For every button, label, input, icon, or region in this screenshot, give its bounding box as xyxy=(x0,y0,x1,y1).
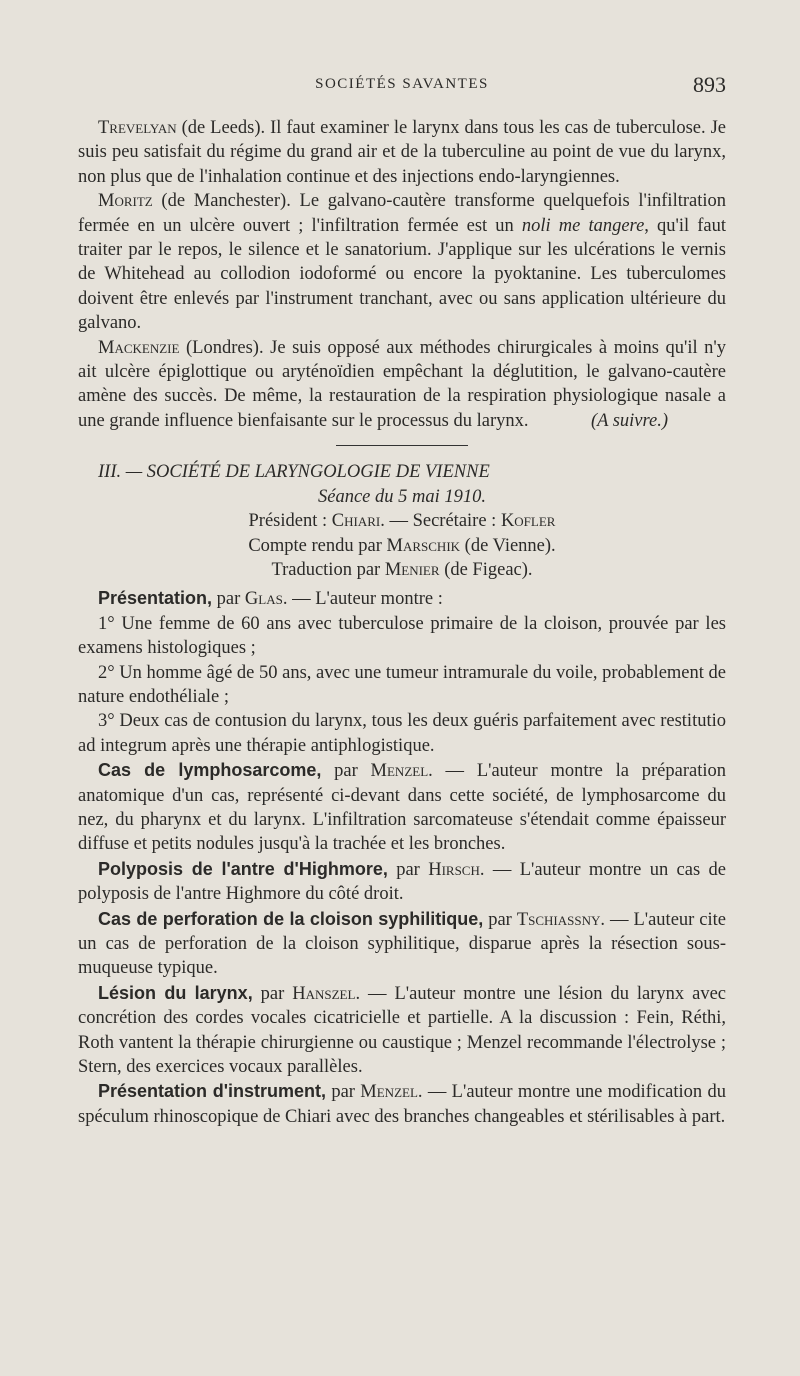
paragraph-trevelyan xyxy=(78,116,726,189)
a-suivre: (A suivre.) xyxy=(590,410,668,431)
entry-perforation xyxy=(78,907,726,981)
entry-by: par xyxy=(326,1082,361,1103)
running-title: SOCIÉTÉS SAVANTES xyxy=(315,76,489,92)
entry-author: Glas xyxy=(244,589,283,610)
compte-label: Compte rendu par xyxy=(248,535,387,556)
officers-line xyxy=(78,509,726,533)
entry-by: par xyxy=(252,983,293,1004)
president-name: Chiari xyxy=(331,511,381,532)
italic-phrase: noli me tangere xyxy=(521,215,645,236)
page-body xyxy=(78,116,726,1129)
entry-by: par xyxy=(387,859,429,880)
entry-lesion-larynx xyxy=(78,981,726,1080)
paragraph-text: (Londres). Je suis opposé aux méthodes chirurgicales à moins qu'il n'y ait ulcère épiglottique ou aryténoïdien empêchant la déglutition, le galvano-cautère amène des succès. De même, la restauration de la respiration physiologique nasale a une grande influence bienfaisante sur le processus du larynx. xyxy=(78,337,726,431)
author-name: Trevelyan xyxy=(98,118,177,138)
traduction-name: Menier xyxy=(384,559,440,580)
list-item: 1° Une femme de 60 ans avec tuberculose primaire de la cloison, prouvée par les examens histologiques ; xyxy=(78,613,726,659)
entry-lymphosarcome xyxy=(78,758,726,857)
compte-name: Marschik xyxy=(386,535,461,556)
entry-presentation-instrument xyxy=(78,1079,726,1129)
entry-heading: Polyposis de l'antre d'Highmore, xyxy=(98,858,388,879)
entry-text: . — L'auteur montre : xyxy=(282,589,443,610)
entry-heading: Présentation, xyxy=(98,588,213,609)
entry-heading: Présentation d'instrument, xyxy=(98,1081,327,1102)
entry-by: par xyxy=(483,909,517,930)
entry-heading: Lésion du larynx, xyxy=(98,982,253,1003)
section-divider xyxy=(336,445,468,446)
paragraph-mackenzie xyxy=(78,336,726,434)
entry-heading: Cas de perforation de la cloison syphilitique, xyxy=(98,908,484,929)
president-label: Président : xyxy=(248,511,332,532)
compte-tail: (de Vienne). xyxy=(460,535,556,556)
secretaire-label: . — Secrétaire : xyxy=(380,511,501,532)
entry-author: Menzel xyxy=(360,1082,418,1103)
paragraph-text: (de Leeds). Il faut examiner le larynx dans tous les cas de tuberculose. Je suis peu satisfait du régime du grand air et de la tuberculine au point de vue du larynx, non plus que de l'inhalation continue et des injections endo-laryngiennes. xyxy=(78,118,726,187)
entry-author: Menzel xyxy=(370,761,429,782)
paragraph-moritz xyxy=(78,189,726,335)
author-name: Moritz xyxy=(98,191,153,212)
traduction-tail: (de Figeac). xyxy=(439,559,533,580)
paragraph-text: (de Manchester). Le galvano-cautère transforme quelquefois l'infiltration fermée en un ulcère ouvert ; l'infiltration fermée est un xyxy=(78,191,726,236)
entry-polyposis xyxy=(78,857,726,907)
list-item: 2° Un homme âgé de 50 ans, avec une tumeur intramurale du voile, probablement de nature endothéliale ; xyxy=(78,662,726,707)
entry-text: . — L'auteur montre une modification du spéculum rhinoscopique de Chiari avec des branches changeables et stérilisables à part. xyxy=(78,1082,726,1127)
entry-text: . — L'auteur montre un cas de polyposis de l'antre Highmore du côté droit. xyxy=(78,859,727,905)
entry-by: par xyxy=(321,761,371,782)
author-name: Mackenzie xyxy=(98,337,180,358)
entry-presentation-glas xyxy=(78,586,726,611)
secretaire-name: Kofler xyxy=(500,511,556,532)
entry-text: . — L'auteur montre une lésion du larynx avec concrétion des cordes vocales cicatricielle et partielle. A la discussion : Fein, Réthi, Roth vantent la thérapie chirurgienne ou caustique ; Menzel recommande l'électrolyse ; Stern, des exercices vocaux parallèles. xyxy=(78,983,726,1078)
compte-rendu-line xyxy=(78,534,726,558)
entry-by: par xyxy=(212,589,245,610)
page-number: 893 xyxy=(693,72,726,97)
page-header xyxy=(78,72,726,102)
traduction-label: Traduction par xyxy=(271,559,385,580)
entry-text: . — L'auteur montre la préparation anatomique d'un cas, représenté ci-devant dans cette société, de lymphosarcome du nez, du pharynx et du larynx. L'infiltration sarcomateuse s'étendait comme épaisseur diffuse et petits nodules jusqu'à la trachée et les bronches. xyxy=(78,761,726,855)
seance-date: Séance du 5 mai 1910. xyxy=(317,486,486,507)
entry-author: Hanszel xyxy=(292,983,356,1004)
traduction-line xyxy=(78,558,726,582)
entry-heading: Cas de lymphosarcome, xyxy=(98,760,322,781)
paragraph-text: , qu'il faut traiter par le repos, le silence et le sanatorium. J'applique sur les ulcérations le vernis de Whitehead au collodion iodoformé ou encore la pyoktanine. Les tuberculomes doivent être enlevés par l'instrument tranchant, avec ou sans application ultérieure du galvano. xyxy=(78,215,726,334)
entry-text: . — L'auteur cite un cas de perforation de la cloison syphilitique, disparue après la résection sous-muqueuse typique. xyxy=(78,909,727,979)
list-item: 3° Deux cas de contusion du larynx, tous les deux guéris parfaitement avec restitutio ad integrum après une thérapie antiphlogistique. xyxy=(78,711,726,756)
entry-author: Tschiassny xyxy=(516,909,601,930)
section-title: III. — SOCIÉTÉ DE LARYNGOLOGIE DE VIENNE xyxy=(98,462,490,483)
entry-author: Hirsch xyxy=(428,859,480,880)
